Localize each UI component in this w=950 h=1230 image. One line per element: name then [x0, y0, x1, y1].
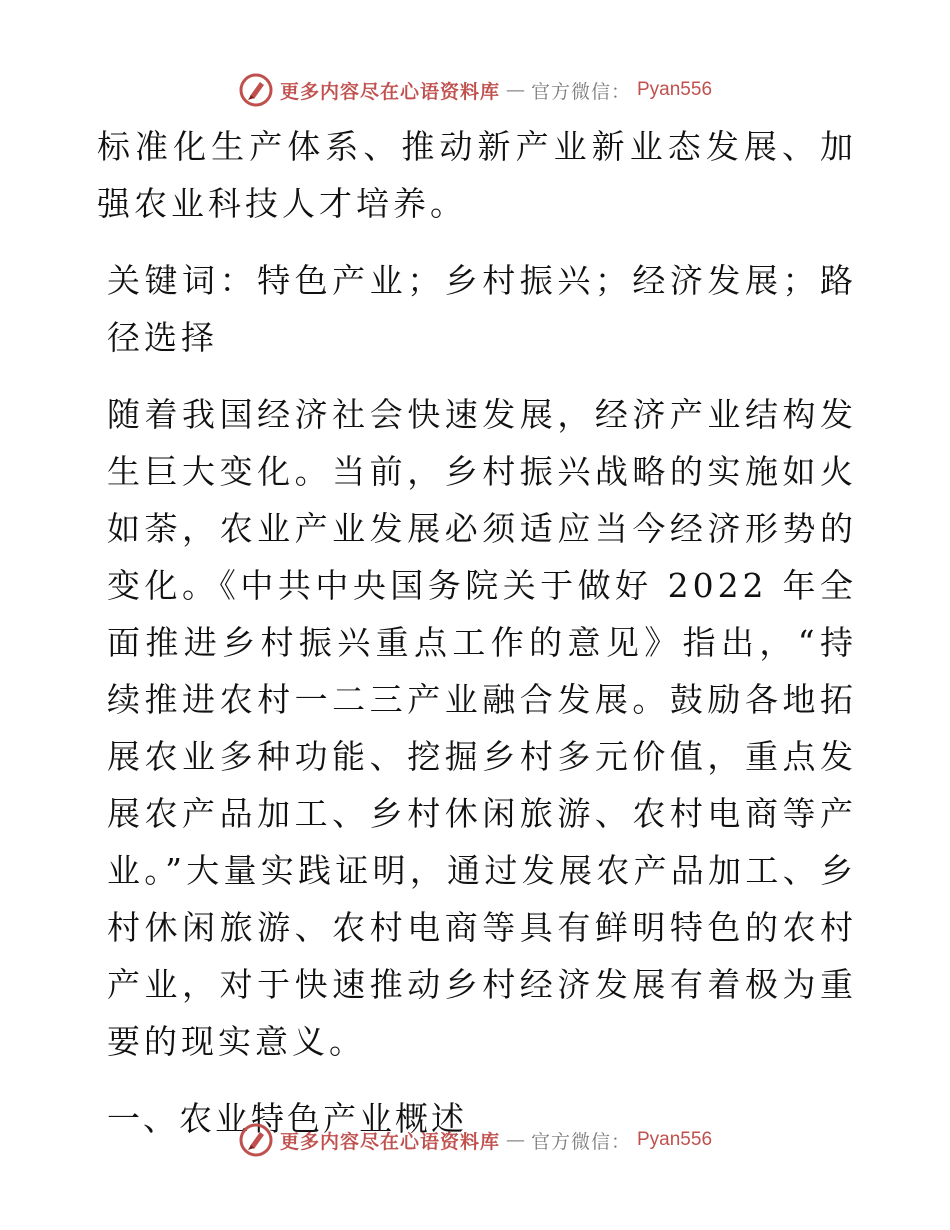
watermark-separator: — [505, 1129, 525, 1151]
paragraph-introduction: 随着我国经济社会快速发展，经济产业结构发生巨大变化。当前，乡村振兴战略的实施如火如荼，农业产业发展必须适应当今经济形势的变化。《中共中央国务院关于做好 2022 年全面推进乡村振兴重点工作的意见》指出，“持续推进农村一二三产业融合发展。鼓励各地拓展农业多种功能、挖掘乡村多元价值，重点发展农产品加工、乡村休闲旅游、农村电商等产业。”大量实践证明，通过发展农产品加工、乡村休闲旅游、农村电商等具有鲜明特色的农村产业，对于快速推动乡村经济发展有着极为重要的现实意义。 [107, 395, 857, 1061]
watermark-separator: — [505, 79, 525, 101]
watermark-label: 官方微信： [530, 80, 631, 103]
section-heading: 一、农业特色产业概述 [107, 1099, 467, 1138]
watermark-wechat-id: Pyan556 [637, 1129, 713, 1150]
watermark-brand: 更多内容尽在心语资料库 [279, 80, 500, 103]
watermark-wechat-id: Pyan556 [637, 79, 713, 100]
watermark-label: 官方微信： [530, 1130, 631, 1153]
pen-nib-seal-icon [238, 72, 274, 108]
paragraph-continuation: 标准化生产体系、推动新产业新业态发展、加强农业科技人才培养。 [97, 127, 857, 223]
pen-nib-seal-icon [238, 1122, 274, 1158]
document-body [97, 118, 857, 1147]
watermark-brand: 更多内容尽在心语资料库 [279, 1130, 500, 1153]
watermark-footer [0, 1120, 950, 1160]
watermark-header [0, 70, 950, 110]
paragraph-keywords: 关键词：特色产业；乡村振兴；经济发展；路径选择 [107, 261, 857, 357]
